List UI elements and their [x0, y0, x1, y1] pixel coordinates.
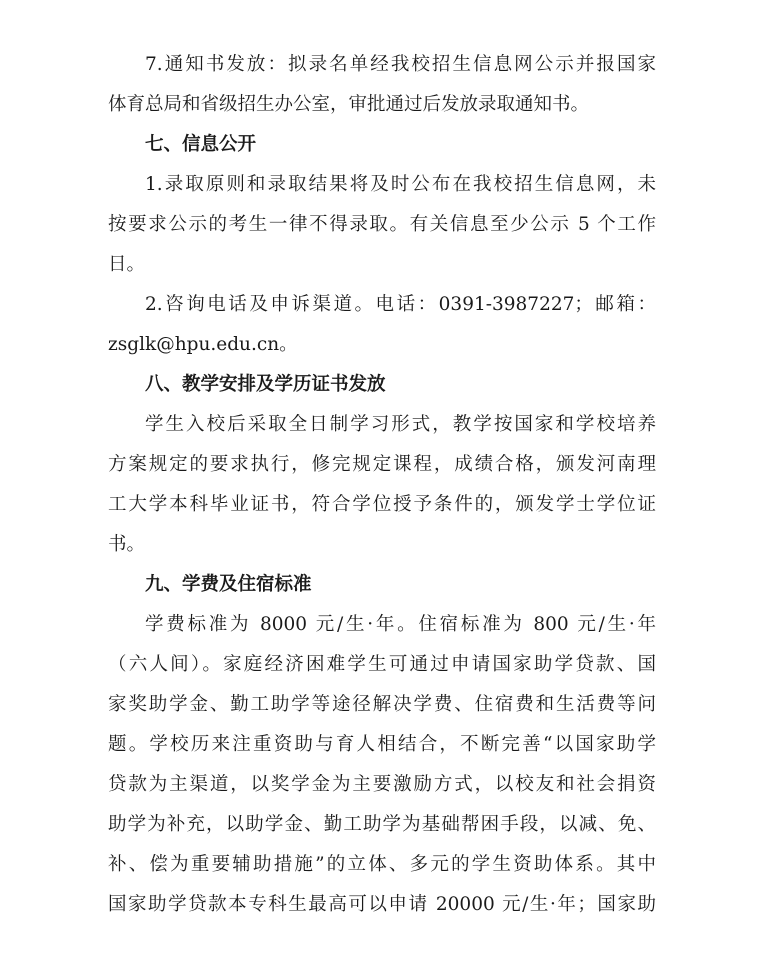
paragraph-line: 家奖助学金、勤工助学等途径解决学费、住宿费和生活费等问 — [108, 694, 656, 715]
paragraph-line: 补、偿为重要辅助措施”的立体、多元的学生资助体系。其中 — [108, 854, 656, 875]
section-heading-info: 七、信息公开 — [145, 134, 257, 155]
paragraph-line: 题。学校历来注重资助与育人相结合，不断完善“以国家助学 — [108, 734, 656, 755]
paragraph-line: 学费标准为 8000 元/生·年。住宿标准为 800 元/生·年 — [145, 614, 656, 635]
paragraph-line: 方案规定的要求执行，修完规定课程，成绩合格，颁发河南理 — [108, 454, 656, 475]
paragraph-line: 学生入校后采取全日制学习形式，教学按国家和学校培养 — [145, 414, 656, 435]
section-heading-fees: 九、学费及住宿标准 — [145, 574, 312, 595]
paragraph-line: 7.通知书发放：拟录名单经我校招生信息网公示并报国家 — [145, 54, 656, 75]
paragraph-line: 1.录取原则和录取结果将及时公布在我校招生信息网，未 — [145, 174, 656, 195]
paragraph-line: 2.咨询电话及申诉渠道。电话：0391-3987227；邮箱： — [145, 294, 656, 315]
section-heading-teaching: 八、教学安排及学历证书发放 — [145, 374, 386, 395]
paragraph-line: 国家助学贷款本专科生最高可以申请 20000 元/生·年；国家助 — [108, 894, 656, 915]
paragraph-line: 书。 — [108, 534, 146, 555]
paragraph-line: zsglk@hpu.edu.cn。 — [108, 334, 298, 355]
paragraph-line: 贷款为主渠道，以奖学金为主要激励方式，以校友和社会捐资 — [108, 774, 656, 795]
paragraph-line: 体育总局和省级招生办公室，审批通过后发放录取通知书。 — [108, 94, 590, 115]
paragraph-line: 日。 — [108, 254, 146, 275]
paragraph-line: 工大学本科毕业证书，符合学位授予条件的，颁发学士学位证 — [108, 494, 656, 515]
paragraph-line: （六人间）。家庭经济困难学生可通过申请国家助学贷款、国 — [108, 654, 656, 675]
paragraph-line: 助学为补充，以助学金、勤工助学为基础帮困手段，以减、免、 — [108, 814, 656, 835]
paragraph-line: 按要求公示的考生一律不得录取。有关信息至少公示 5 个工作 — [108, 214, 656, 235]
